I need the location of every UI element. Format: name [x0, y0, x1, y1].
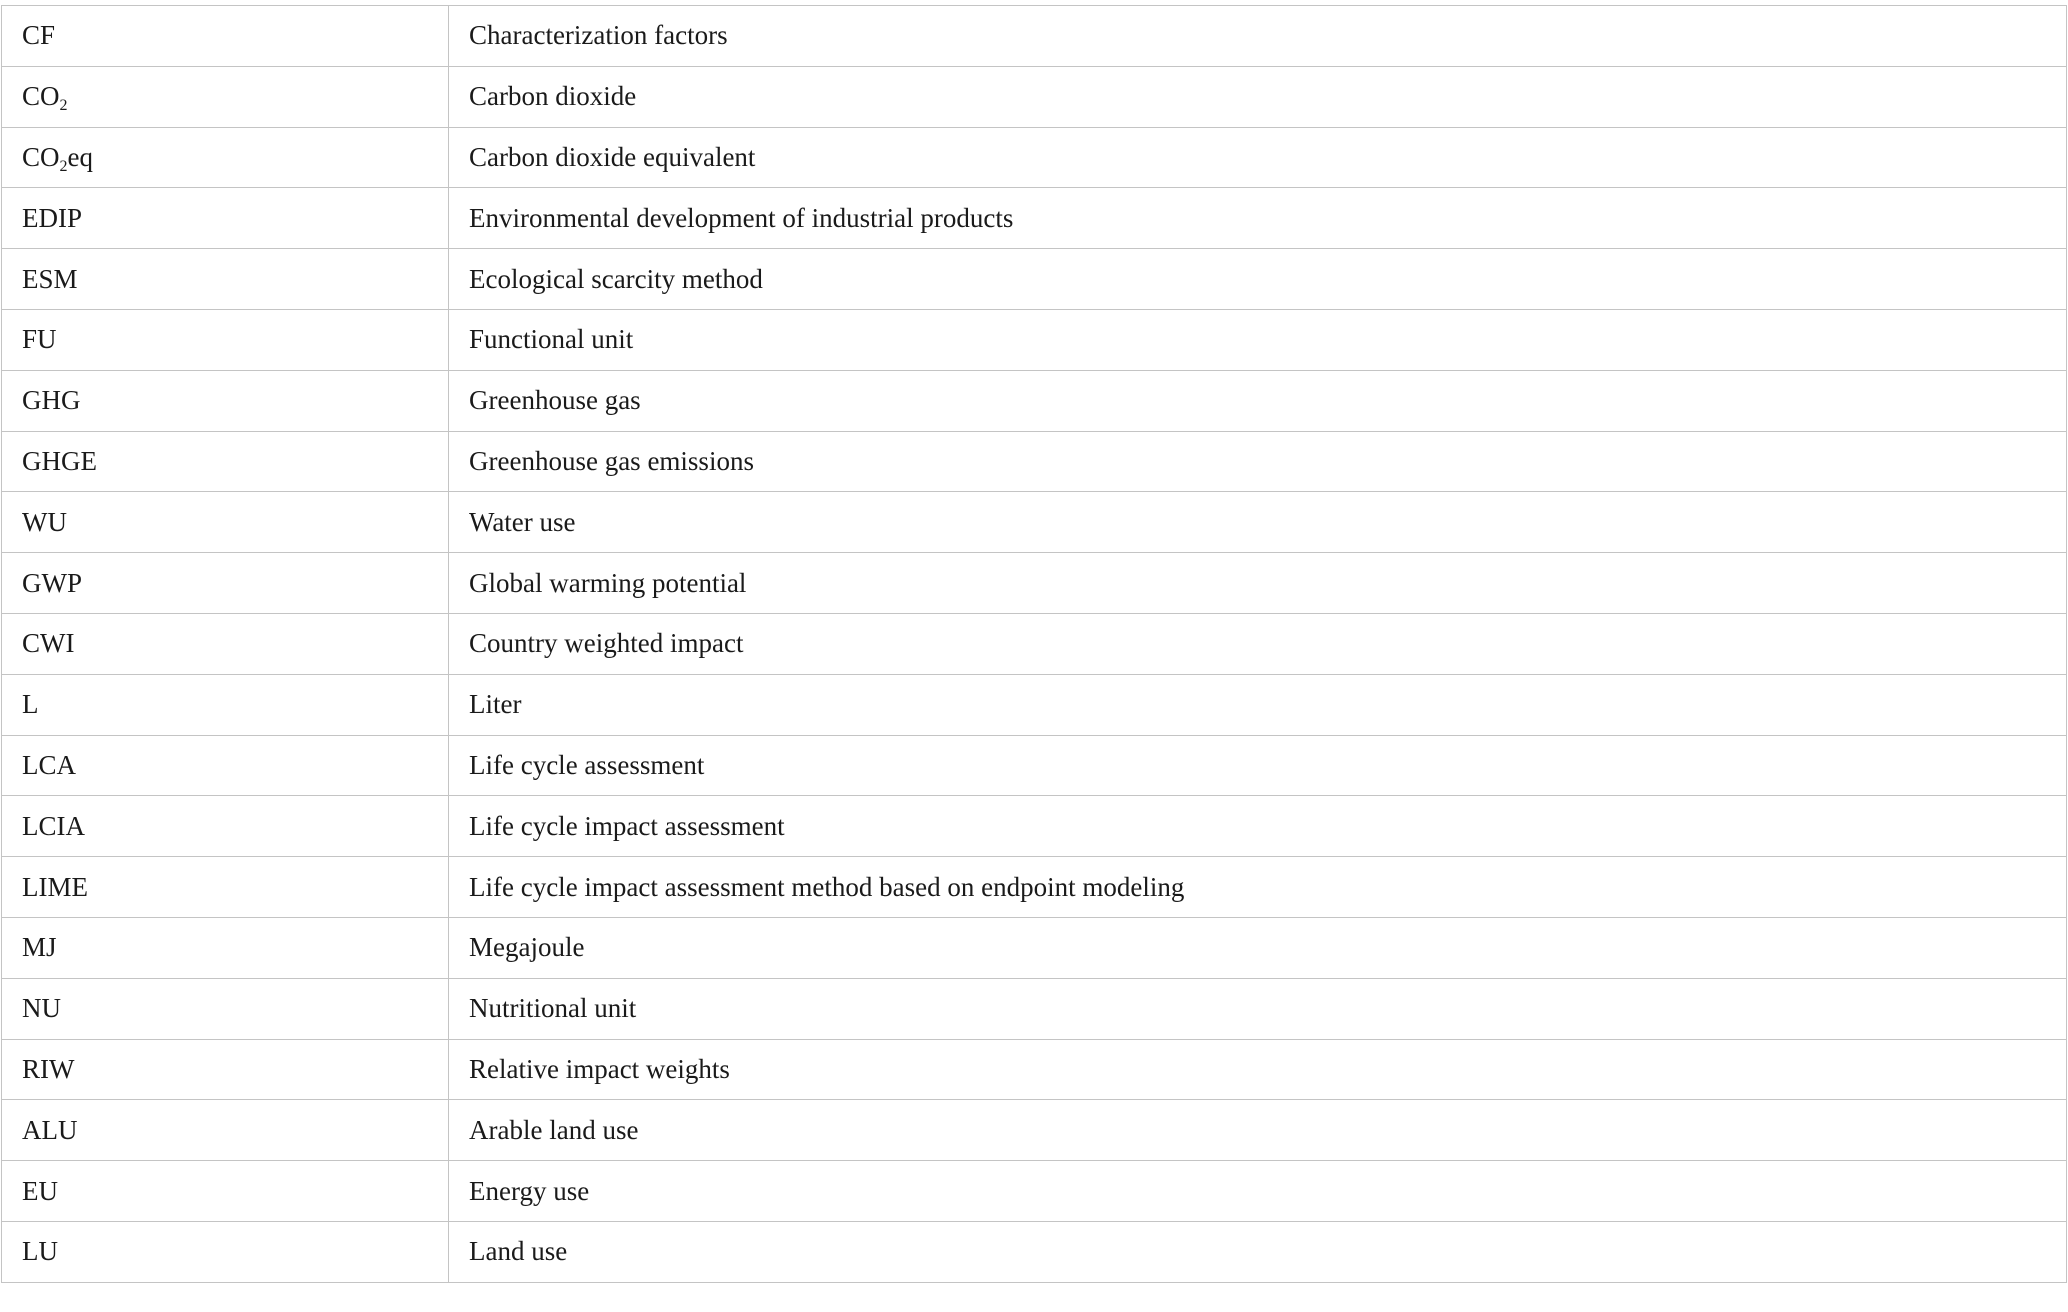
abbreviations-table [1, 5, 2067, 1283]
table-row [2, 735, 2067, 796]
table-row [2, 857, 2067, 918]
abbreviation-base: CO [22, 141, 60, 172]
abbreviation-cell: GHGE [2, 431, 449, 492]
definition-cell: Relative impact weights [449, 1039, 2067, 1100]
abbreviation-cell: CWI [2, 613, 449, 674]
abbreviation-suffix: eq [67, 141, 93, 172]
table-row [2, 66, 2067, 127]
abbreviation-cell [2, 66, 449, 127]
definition-cell: Life cycle impact assessment method based on endpoint modeling [449, 857, 2067, 918]
definition-cell: Arable land use [449, 1100, 2067, 1161]
definition-cell: Life cycle assessment [449, 735, 2067, 796]
table-body [2, 6, 2067, 1283]
abbreviation-cell: RIW [2, 1039, 449, 1100]
abbreviation-cell: CF [2, 6, 449, 67]
abbreviation-subscript: 2 [59, 157, 68, 175]
table-row [2, 309, 2067, 370]
abbreviation-base: CO [22, 81, 60, 112]
table-row [2, 1039, 2067, 1100]
definition-cell: Nutritional unit [449, 978, 2067, 1039]
abbreviation-cell: FU [2, 309, 449, 370]
abbreviation-cell: LU [2, 1221, 449, 1282]
abbreviation-cell: L [2, 674, 449, 735]
abbreviation-cell: LCA [2, 735, 449, 796]
abbreviation-subscript: 2 [59, 97, 68, 115]
table-row [2, 431, 2067, 492]
table-row [2, 553, 2067, 614]
definition-cell: Greenhouse gas [449, 370, 2067, 431]
table-row [2, 796, 2067, 857]
abbreviation-cell: GHG [2, 370, 449, 431]
definition-cell: Greenhouse gas emissions [449, 431, 2067, 492]
abbreviation-cell: NU [2, 978, 449, 1039]
abbreviation-cell: EDIP [2, 188, 449, 249]
abbreviation-cell [2, 127, 449, 188]
definition-cell: Global warming potential [449, 553, 2067, 614]
definition-cell: Country weighted impact [449, 613, 2067, 674]
table-row [2, 492, 2067, 553]
table-row [2, 1221, 2067, 1282]
abbreviations-table-container [0, 5, 2068, 1283]
table-row [2, 1100, 2067, 1161]
definition-cell: Water use [449, 492, 2067, 553]
definition-cell: Megajoule [449, 917, 2067, 978]
definition-cell: Environmental development of industrial products [449, 188, 2067, 249]
table-row [2, 613, 2067, 674]
abbreviation-cell: EU [2, 1161, 449, 1222]
abbreviation-cell: ESM [2, 249, 449, 310]
definition-cell: Liter [449, 674, 2067, 735]
definition-cell: Carbon dioxide equivalent [449, 127, 2067, 188]
abbreviation-cell: LCIA [2, 796, 449, 857]
table-row [2, 188, 2067, 249]
table-row [2, 917, 2067, 978]
definition-cell: Characterization factors [449, 6, 2067, 67]
abbreviation-cell: MJ [2, 917, 449, 978]
abbreviation-cell: WU [2, 492, 449, 553]
definition-cell: Land use [449, 1221, 2067, 1282]
definition-cell: Functional unit [449, 309, 2067, 370]
abbreviation-cell: ALU [2, 1100, 449, 1161]
abbreviation-cell: GWP [2, 553, 449, 614]
table-row [2, 370, 2067, 431]
table-row [2, 249, 2067, 310]
table-row [2, 6, 2067, 67]
definition-cell: Energy use [449, 1161, 2067, 1222]
definition-cell: Ecological scarcity method [449, 249, 2067, 310]
table-row [2, 978, 2067, 1039]
table-row [2, 1161, 2067, 1222]
abbreviation-cell: LIME [2, 857, 449, 918]
definition-cell: Carbon dioxide [449, 66, 2067, 127]
definition-cell: Life cycle impact assessment [449, 796, 2067, 857]
table-row [2, 674, 2067, 735]
table-row [2, 127, 2067, 188]
